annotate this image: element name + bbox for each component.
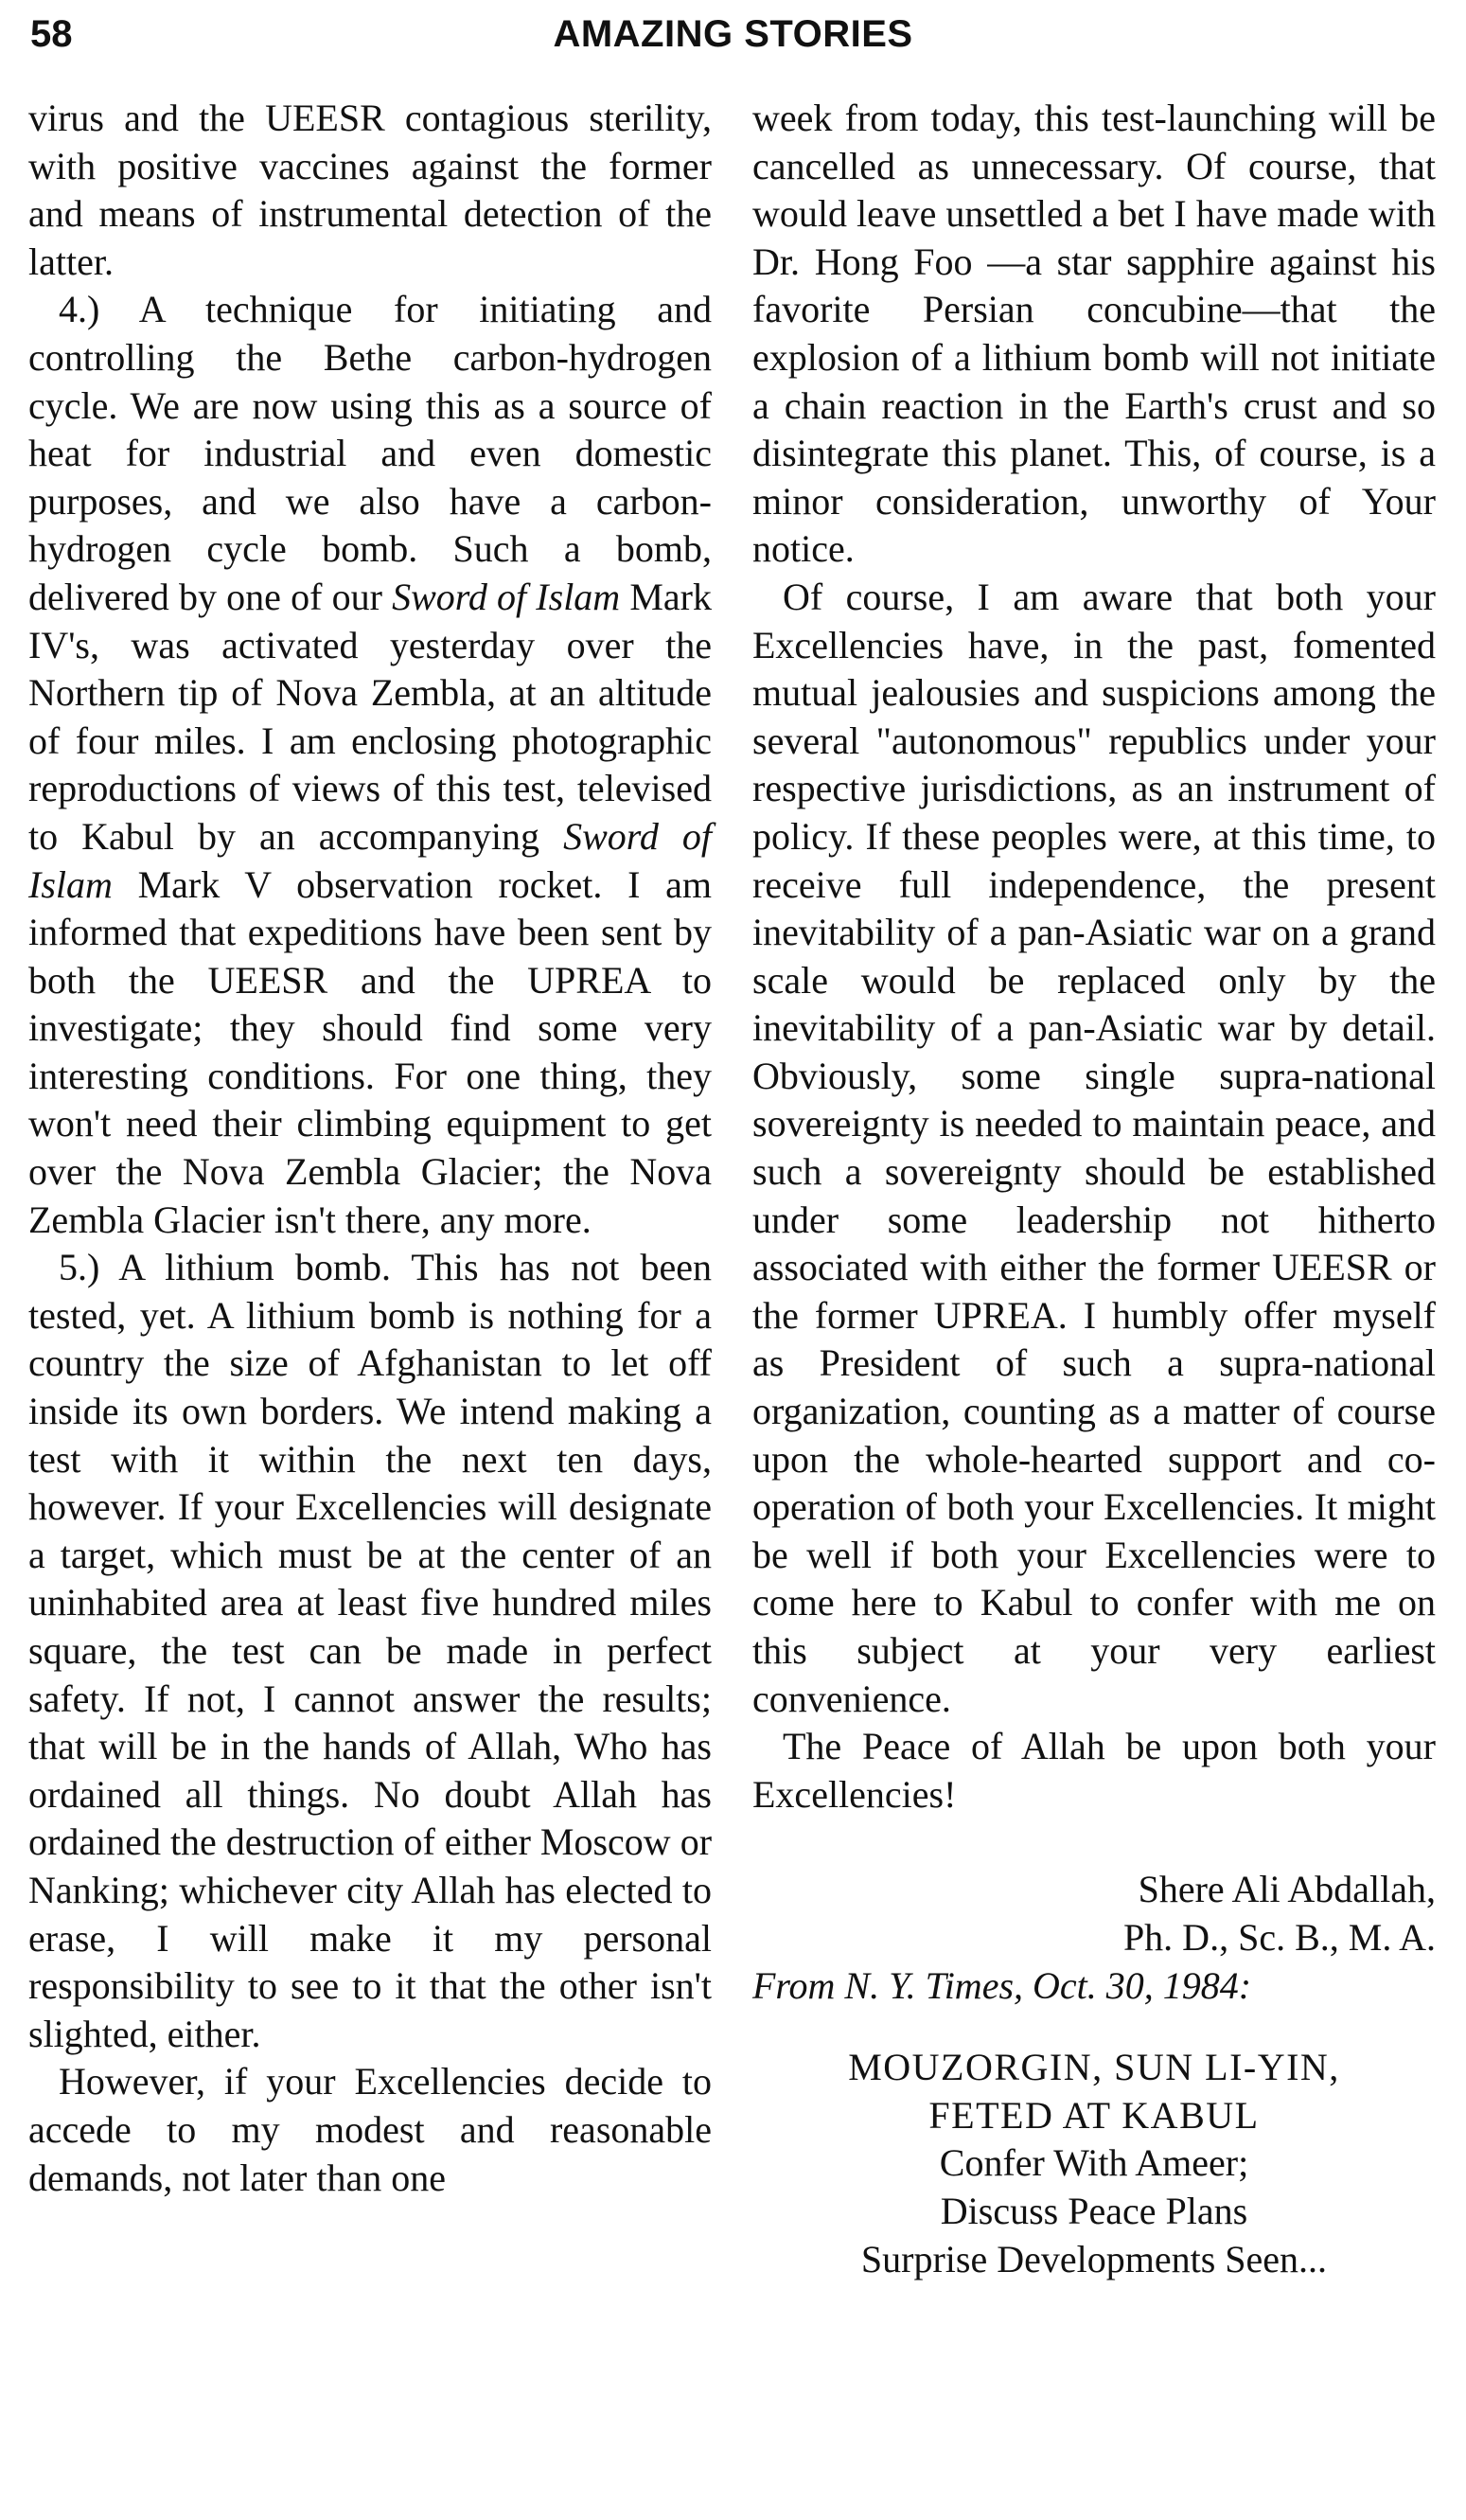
right-column	[752, 95, 1436, 2283]
paragraph: However, if your Excellencies decide to accede to my modest and reasonable demands, not later than one	[28, 2060, 712, 2199]
headline-line: Surprise Developments Seen...	[860, 2237, 1328, 2280]
left-column	[28, 95, 712, 2202]
paragraph	[28, 286, 712, 1244]
headline-line: Confer With Ameer;	[939, 2141, 1249, 2185]
running-title: AMAZING STORIES	[553, 13, 913, 55]
signature-name: Shere Ali Abdallah,	[1138, 1868, 1436, 1911]
paragraph: week from today, this test-launching will be cancelled as unnecessary. Of course, that would leave unsettled a bet I have made with Dr. Hong Foo —a star sapphire against his favorite Persian concubine—that the explosion of a lithium bomb will not initiate a chain reaction in the Earth's crust and so disintegrate this planet. This, of course, is a minor consideration, unworthy of Your notice.	[752, 97, 1436, 571]
source-line: From N. Y. Times, Oct. 30, 1984:	[752, 1963, 1252, 2007]
page-number: 58	[30, 13, 73, 55]
headline-line: FETED AT KABUL	[928, 2093, 1260, 2137]
signature-block	[752, 1866, 1436, 2010]
paragraph: virus and the UEESR contagious sterility, with positive vaccines against the former and means of instrumental detection of the latter.	[28, 97, 712, 283]
paragraph: 5.) A lithium bomb. This has not been tested, yet. A lithium bomb is nothing for a country the size of Afghanistan to let off inside its own borders. We intend making a test with it within the next ten days, however. If your Excellencies will designate a target, which must be at the center of an uninhabited area at least five hundred miles square, the test can be made in perfect safety. If not, I cannot answer the results; that will be in the hands of Allah, Who has ordained all things. No doubt Allah has ordained the destruction of either Moscow or Nanking; whichever city Allah has elected to erase, I will make it my personal responsibility to see to it that the other isn't slighted, either.	[28, 1246, 713, 2055]
paragraph-text: 4.) A technique for initiating and controlling the Bethe carbon-hydrogen cycle. We are now using this as a source of heat for industrial and even domestic purposes, and we also have a carbon-hydrogen cycle bomb. Such a bomb, delivered by one of our	[28, 288, 712, 618]
headline-line: MOUZORGIN, SUN LI-YIN,	[848, 2046, 1340, 2089]
paragraph-text: Mark IV's, was activated yesterday over the Northern tip of Nova Zembla, at an altitude of four miles. I am enclosing photographic reproductions of views of this test, televised to Kabul by an accompanying	[28, 575, 713, 858]
italic-ship-name: Sword of Islam	[28, 814, 712, 906]
italic-ship-name: Sword of Islam	[392, 575, 621, 618]
paragraph-text: Mark V observation rocket. I am informed that expeditions have been sent by both the UEESR and the UPREA to investigate; they should find some very interesting conditions. For one thing, they won't need their climbing equipment to get over the Nova Zembla Glacier; the Nova Zembla Glacier isn't there, any more.	[28, 862, 712, 1241]
headline-line: Discuss Peace Plans	[940, 2189, 1248, 2232]
signature-degrees: Ph. D., Sc. B., M. A.	[1122, 1915, 1436, 1959]
page-header	[0, 6, 1466, 62]
paragraph: The Peace of Allah be upon both your Excellencies!	[752, 1725, 1436, 1816]
paragraph: Of course, I am aware that both your Excellencies have, in the past, fomented mutual jealousies and suspicions among the several "autonomous" republics under your respective jurisdictions, as an instrument of policy. If these peoples were, at this time, to receive full independence, the present inevitability of a pan-Asiatic war on a grand scale would be replaced only by the inevitability of a pan-Asiatic war by detail. Obviously, some single supra-national sovereignty is needed to maintain peace, and such a sovereignty should be established under some leadership not hitherto associated with either the former UEESR or the former UPREA. I humbly offer myself as President of such a supra-national organization, counting as a matter of course upon the whole-hearted support and co-operation of both your Excellencies. It might be well if both your Excellencies were to come here to Kabul to confer with me on this subject at your very earliest convenience.	[752, 575, 1436, 1720]
news-headline	[752, 2044, 1436, 2283]
